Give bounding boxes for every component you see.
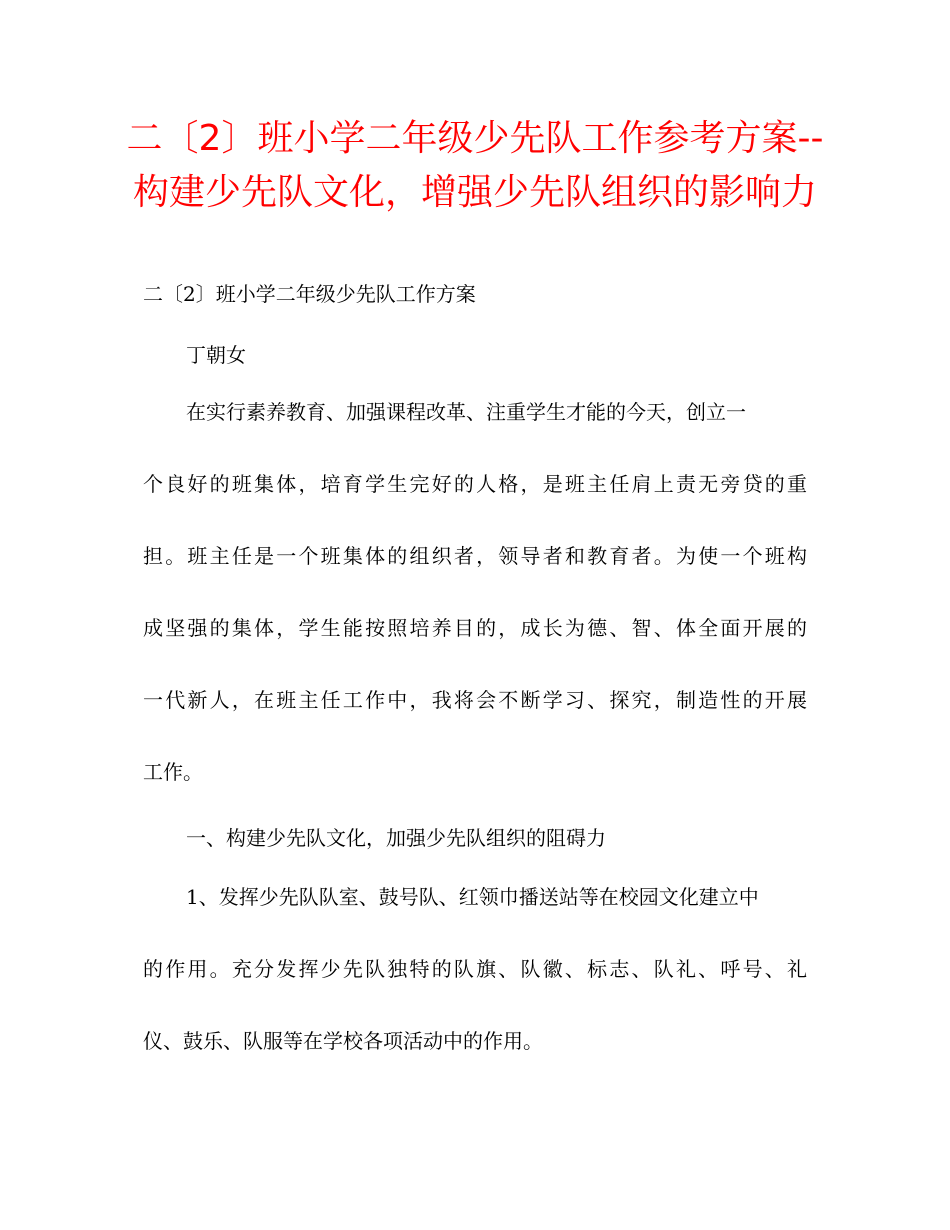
paragraph-line: 仪、鼓乐、队服等在学校各项活动中的作用。 [143,1029,543,1053]
document-title: 二〔2〕班小学二年级少先队工作参考方案--构建少先队文化，增强少先队组织的影响力 [126,118,824,213]
document-subtitle: 二〔2〕班小学二年级少先队工作方案 [143,282,476,306]
paragraph-line: 工作。 [143,760,203,784]
paragraph-line: 担。班主任是一个班集体的组织者，领导者和教育者。为使一个班构 [143,544,807,568]
paragraph-line: 1、发挥少先队队室、鼓号队、红领巾播送站等在校园文化建立中 [186,885,759,909]
paragraph-line: 个良好的班集体，培育学生完好的人格，是班主任肩上责无旁贷的重 [143,472,807,496]
paragraph-line: 的作用。充分发挥少先队独特的队旗、队徽、标志、队礼、呼号、礼 [143,957,807,981]
section-heading: 一、构建少先队文化，加强少先队组织的阻碍力 [186,826,606,850]
paragraph-line: 在实行素养教育、加强课程改革、注重学生才能的今天，创立一 [186,400,746,424]
author-name: 丁朝女 [186,343,246,367]
paragraph-line: 成坚强的集体，学生能按照培养目的，成长为德、智、体全面开展的 [143,616,807,640]
paragraph-line: 一代新人，在班主任工作中，我将会不断学习、探究，制造性的开展 [143,688,807,712]
